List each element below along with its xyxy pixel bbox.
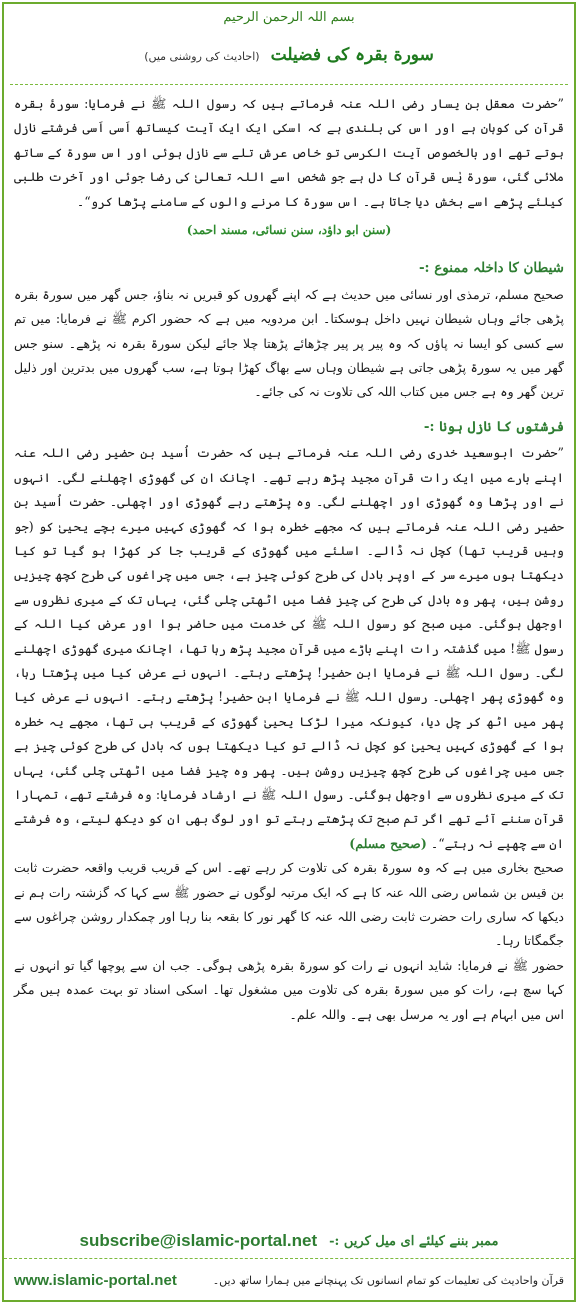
subscribe-row — [4, 1228, 574, 1254]
document-body — [14, 92, 564, 1027]
document-page — [2, 2, 576, 1302]
subscribe-label: ممبر بننے کیلئے ای میل کریں :- — [329, 1233, 499, 1249]
website-link[interactable]: www.islamic-portal.net — [14, 1271, 177, 1289]
page-subtitle: (احادیث کی روشنی میں) — [144, 50, 260, 63]
title-row — [4, 44, 574, 65]
section-heading-angels: فرشتوں کا نازل ہونا :- — [423, 418, 564, 435]
subscribe-email-link[interactable]: subscribe@islamic-portal.net — [79, 1231, 318, 1250]
footer-tagline: قرآن واحادیث کی تعلیمات کو تمام انسانوں تک پہنچانے میں ہمارا ساتھ دیں۔ — [212, 1273, 564, 1287]
hadith-paragraph-5: حضور ﷺ نے فرمایا: شاید انہوں نے رات کو سورۃ بقرہ پڑھی ہوگی۔ جب ان سے پوچھا گیا تو انہوں نے کہا سچ ہے، رات کو میں سورۃ بقرہ کی تلاوت میں مشغول تھا۔ اسکی اسناد تو بہت عمدہ ہیں مگر اس میں ابہام ہے اور یہ مرسل بھی ہے۔ واللہ علم۔ — [14, 957, 564, 1022]
bismillah-header: بسم اللہ الرحمن الرحیم — [223, 10, 355, 25]
footer-divider — [4, 1258, 574, 1259]
footer-bottom — [14, 1266, 564, 1294]
hadith-paragraph-3 — [14, 441, 564, 856]
hadith-paragraph-1: ”حضرت معقل بن یسار رضی اللہ عنہ فرماتے ہیں کہ رسول اللہ ﷺ نے فرمایا: سورۂ بقرہ قرآن کی کوہان ہے اور اس کی بلندی ہے کہ اسکی ایک ایک آیت کیساتھ اَسی اَسی فرشتے نازل ہوتے تھے اور بالخصوص آیت الکرسی تو خاص عرش تلے سے نازل ہوئی اور اس سورۃ کے ساتھ ملائی گئی، سورۃ یٰس قرآن کا دل ہے جو شخص اسے اللہ تعالیٰ کی رضا جوئی اور آخرت طلبی کیلئے پڑھے اسے بخش دیا جاتا ہے۔ اس سورۃ کا مرنے والوں کے سامنے پڑھا کرو“۔ — [14, 96, 564, 209]
hadith-reference-1: (سنن ابو داؤد، سنن نسائی، مسند احمد) — [186, 223, 392, 238]
hadith-paragraph-2: صحیح مسلم، ترمذی اور نسائی میں حدیث ہے کہ اپنے گھروں کو قبریں نہ بناؤ، جس گھر میں سورۃ بقرہ پڑھی جائے وہاں شیطان نہیں داخل ہوسکتا۔ ابن مردویہ میں ہے کہ حضور اکرم ﷺ نے فرمایا: میں تم سے کسی کو ایسا نہ پاؤں کہ وہ پیر پر پیر چڑھائے پڑھتا چلا جائے لیکن سورۃ بقرہ نہ پڑھے۔ سنو جس گھر میں یہ سورۃ پڑھی جاتی ہے شیطان وہاں سے بھاگ کھڑا ہوتا ہے، سب گھروں میں بدترین اور ذلیل ترین گھر وہ ہے جس میں کتاب اللہ کی تلاوت نہ کی جائے۔ — [14, 286, 564, 400]
title-divider — [10, 84, 568, 85]
section-heading-shaitan: شیطان کا داخلہ ممنوع :- — [418, 260, 564, 277]
hadith-reference-3: (صحیح مسلم) — [349, 835, 427, 851]
hadith-paragraph-4: صحیح بخاری میں ہے کہ وہ سورۃ بقرہ کی تلاوت کر رہے تھے۔ اس کے قریب قریب واقعہ حضرت ثابت بن قیس بن شماس رضی اللہ عنہ کا ہے کہ ایک مرتبہ لوگوں نے حضور ﷺ سے کہا کہ گزشتہ رات ہم نے دیکھا کہ ساری رات حضرت ثابت رضی اللہ عنہ کا گھر نور کا بقعہ بنا رہا اور چمکدار روشن چراغوں سے جگمگاتا رہا۔ — [14, 860, 564, 949]
page-title: سورة بقرہ کی فضیلت — [270, 45, 434, 65]
hadith-paragraph-3-text: ”حضرت ابوسعید خدری رضی اللہ عنہ فرماتے ہیں کہ حضرت اُسید بن حضیر رضی اللہ عنہ اپنے بارے میں ایک رات قرآن مجید پڑھ رہے تھے۔ اچانک ان کی گھوڑی اچھلنے لگی۔ انہوں نے اور پڑھا وہ گھوڑی اور اچھلنے لگی۔ وہ پڑھتے رہے گھوڑی اور اچھلی۔ حضرت اُسید بن حضیر رضی اللہ عنہ فرماتے ہیں کہ مجھے خطرہ ہوا کہ گھوڑی کہیں میرے بچے یحییٰ کو (جو وہیں قریب تھا) کچل نہ ڈالے۔ اسلئے میں گھوڑی کے قریب جا کر کھڑا ہو گیا تو کیا دیکھتا ہوں میرے سر کے اوپر بادل کی طرح کوئی چیز ہے، جس میں چراغوں کی طرح کچھ چیزیں روشن ہیں، پھر وہ بادل کی طرح کی چیز فضا میں اٹھتی چلی گئی، یہاں تک کے میری نظروں سے اوجھل ہوگئی۔ میں صبح کو رسول اللہ ﷺ کی خدمت میں حاضر ہوا اور عرض کیا اللہ کے رسول ﷺ! میں گذشتہ رات اپنے باڑے میں قرآن مجید پڑھ رہا تھا، اچانک میری گھوڑی اچھلنے لگی۔ رسول اللہ ﷺ نے فرمایا ابن حضیر! پڑھتے رہتے۔ انہوں نے عرض کیا میں پڑھتا رہا، وہ گھوڑی پھر اچھلی۔ رسول اللہ ﷺ نے فرمایا ابن حضیر! پڑھتے رہتے۔ انہوں نے عرض کیا پھر میں اٹھ کر چل دیا، کیونکہ میرا لڑکا یحییٰ گھوڑی کے قریب ہی تھا، مجھے یہ خطرہ ہوا کے گھوڑی کہیں یحییٰ کو کچل نہ ڈالے تو کیا دیکھتا ہوں کہ بادل کی طرح کوئی چیز ہے جس میں چراغوں کی طرح کچھ چیزیں روشن ہیں۔ پھر وہ چیز فضا میں اٹھتی چلی گئی، یہاں تک کے میری نظروں سے اوجھل ہوگئی۔ رسول اللہ ﷺ نے ارشاد فرمایا: وہ فرشتے تھے، تمہارا قرآن سننے آئے تھے اگر تم صبح تک پڑھتے رہتے تو اور لوگ بھی ان کو دیکھ لیتے، وہ فرشتے ان سے چھپے نہ رہتے“۔ — [14, 445, 564, 851]
